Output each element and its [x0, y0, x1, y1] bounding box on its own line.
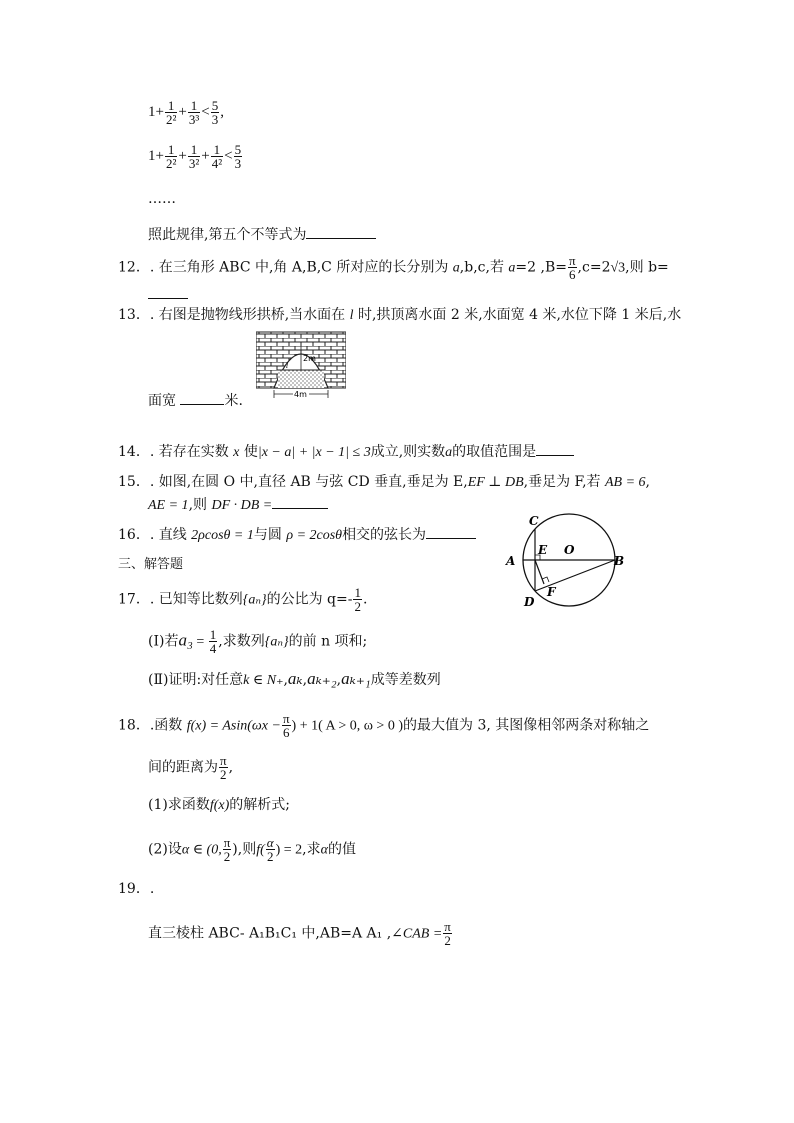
fraction: $\frac{1}{2}$: [354, 585, 361, 614]
question-13-cont: 面宽 米.: [148, 390, 243, 410]
answer-blank[interactable]: [180, 390, 224, 405]
section-3-heading: 三、解答题: [118, 557, 184, 572]
question-16: 16．. 直线 2ρcosθ = 1与圆 ρ = 2cosθ相交的弦长为: [118, 524, 476, 545]
fraction: $\frac{\alpha}{2}$: [266, 835, 274, 864]
label-F: F: [547, 585, 556, 599]
fraction: $\frac{\pi}{2}$: [220, 753, 227, 782]
inequality-line-1: 1+ $\frac{1}{\text{2²}}$ + $\frac{1}{\text{3³}}$ < $\frac{5}{3}$ ,: [148, 98, 224, 127]
question-18-part-2: (2)设α ∈ (0, $\frac{\pi}{2}$ ),则f( $\frac{\alpha}{2}$ ) = 2,求α的值: [148, 835, 356, 864]
fraction: $\frac{5}{3}$: [234, 142, 242, 171]
answer-blank[interactable]: [148, 284, 188, 299]
fraction: $\frac{1}{\text{3³}}$: [188, 98, 200, 127]
fraction: $\frac{\pi}{2}$: [444, 919, 451, 948]
question-19: 19．.: [118, 881, 155, 897]
fraction: $\frac{1}{\text{4²}}$: [211, 142, 223, 171]
fraction: $\frac{1}{\text{2²}}$: [165, 142, 177, 171]
label-E: E: [538, 543, 548, 557]
q12-answer-line: [148, 284, 188, 304]
question-17-part-1: (I)若a₃ = $\frac{1}{4}$ ,求数列{aₙ}的前 n 项和;: [148, 627, 368, 656]
fraction: $\frac{1}{4}$: [209, 627, 217, 656]
question-18-part-1: (1)求函数f(x)的解析式;: [148, 797, 290, 813]
label-l: l: [286, 362, 289, 370]
label-D: D: [524, 595, 535, 609]
fraction: $\frac{\pi}{6}$: [568, 253, 576, 282]
answer-blank[interactable]: [536, 441, 574, 456]
question-18-cont: 间的距离为 $\frac{\pi}{2}$ ,: [148, 753, 234, 782]
fraction: $\frac{1}{\text{2²}}$: [165, 98, 177, 127]
label-O: O: [564, 543, 575, 557]
answer-blank[interactable]: [426, 524, 476, 539]
question-12: 12．. 在三角形 ABC 中,角 A,B,C 所对应的长分别为 a,b,c,若 a=2 ,B= $\frac{\pi}{6}$ ,c=2√3,则 b=: [118, 253, 669, 282]
question-15-cont: AE = 1,则 DF · DB =: [148, 494, 328, 515]
answer-blank[interactable]: [306, 224, 376, 239]
fraction: $\frac{1}{\text{3²}}$: [188, 142, 200, 171]
label-2m: 2m: [303, 354, 316, 363]
q11-prompt: 照此规律,第五个不等式为: [148, 224, 376, 244]
fraction: $\frac{\pi}{6}$: [282, 711, 290, 740]
fraction: $\frac{\pi}{2}$: [223, 835, 231, 864]
answer-blank[interactable]: [272, 494, 328, 509]
label-B: B: [614, 554, 625, 568]
question-14: 14．. 若存在实数 x 使|x − a| + |x − 1| ≤ 3成立,则实数a的取值范围是: [118, 441, 574, 462]
ellipsis: ……: [148, 191, 176, 207]
circle-figure: [502, 512, 630, 612]
question-17: 17．. 已知等比数列{aₙ}的公比为 q=- $\frac{1}{2}$ .: [118, 585, 368, 614]
label-C: C: [529, 514, 539, 528]
inequality-line-2: 1+ $\frac{1}{\text{2²}}$ + $\frac{1}{\text{3²}}$ + $\frac{1}{\text{4²}}$ < $\frac{5}{3}$: [148, 142, 242, 171]
question-18: 18．.函数 f(x) = Asin(ωx − $\frac{\pi}{6}$ ) + 1( A > 0, ω > 0 )的最大值为 3, 其图像相邻两条对称轴之: [118, 711, 650, 740]
fraction: $\frac{5}{3}$: [211, 98, 219, 127]
arch-bridge-figure: [256, 330, 346, 402]
question-15: 15．. 如图,在圆 O 中,直径 AB 与弦 CD 垂直,垂足为 E,EF ⊥ DB,垂足为 F,若 AB = 6,: [118, 474, 650, 490]
question-19-text: 直三棱柱 ABC- A₁B₁C₁ 中,AB=A A₁ ,∠CAB = $\frac{\pi}{2}$: [148, 919, 451, 948]
question-17-part-2: (Ⅱ)证明:对任意k ∈ N₊,aₖ,aₖ₊₂,aₖ₊₁成等差数列: [148, 669, 441, 688]
label-A: A: [506, 554, 516, 568]
label-4m: 4m: [294, 390, 307, 399]
question-13: 13．. 右图是抛物线形拱桥,当水面在 l 时,拱顶离水面 2 米,水面宽 4 米,水位下降 1 米后,水: [118, 307, 682, 323]
